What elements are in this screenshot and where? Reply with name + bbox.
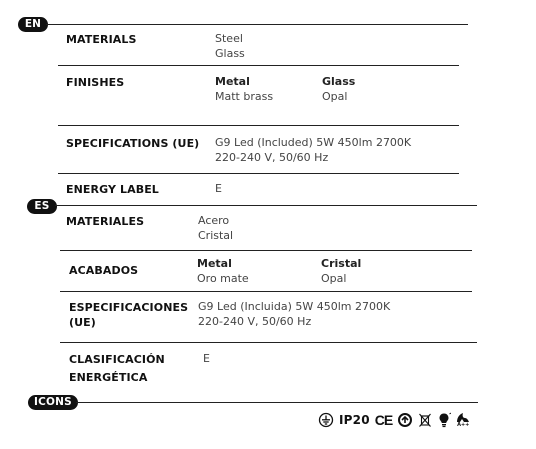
materiales-values	[198, 214, 233, 243]
materials-value-2: Glass	[215, 46, 245, 60]
especificaciones-value-1: G9 Led (Incluida) 5W 450lm 2700K	[198, 300, 391, 313]
section-rule-icons	[76, 402, 478, 403]
materials-label: MATERIALS	[66, 33, 137, 46]
acabados-label: ACABADOS	[69, 264, 139, 277]
especificaciones-values	[198, 300, 390, 329]
acabados-metal	[197, 257, 249, 286]
clasificacion-label-2: ENERGÉTICA	[69, 371, 148, 384]
certification-icons	[318, 410, 470, 430]
ce-mark-icon: CE	[374, 412, 393, 428]
section-tag-en: EN	[18, 17, 48, 32]
section-rule-es	[55, 205, 477, 206]
row-divider	[58, 65, 459, 66]
specifications-value-1: G9 Led (Included) 5W 450lm 2700K	[215, 136, 412, 149]
finishes-glass-value: Opal	[322, 89, 348, 103]
acabados-cristal-value: Opal	[321, 271, 347, 285]
clasificacion-label	[69, 351, 165, 387]
led-bulb-icon	[437, 412, 451, 428]
ip20-label: IP20	[339, 413, 370, 427]
recycle-icon	[397, 412, 413, 428]
finishes-glass-head: Glass	[322, 75, 356, 88]
especificaciones-label	[69, 300, 188, 330]
energy-class-text: A++	[457, 422, 470, 428]
acabados-cristal	[321, 257, 361, 286]
section-tag-es: ES	[27, 199, 57, 214]
materials-value-1: Steel	[215, 32, 243, 45]
materiales-label: MATERIALES	[66, 215, 145, 228]
acabados-metal-value: Oro mate	[197, 271, 249, 285]
weee-bin-icon	[418, 412, 432, 428]
energy-class-icon	[456, 412, 470, 428]
especificaciones-label-1: ESPECIFICACIONES	[69, 301, 189, 314]
finishes-metal	[215, 75, 273, 104]
specifications-label: SPECIFICATIONS (UE)	[66, 137, 200, 150]
energy-label: ENERGY LABEL	[66, 183, 159, 196]
section-rule-en	[46, 24, 468, 25]
clasificacion-label-1: CLASIFICACIÓN	[69, 353, 165, 366]
acabados-metal-head: Metal	[197, 257, 232, 270]
materials-values	[215, 32, 245, 61]
row-divider	[60, 291, 472, 292]
especificaciones-value-2: 220-240 V, 50/60 Hz	[198, 314, 312, 328]
row-divider	[60, 342, 477, 343]
acabados-cristal-head: Cristal	[321, 257, 362, 270]
materiales-value-1: Acero	[198, 214, 230, 227]
row-divider	[60, 250, 472, 251]
clasificacion-value: E	[203, 352, 210, 365]
section-tag-icons: ICONS	[28, 395, 78, 410]
finishes-glass	[322, 75, 355, 104]
protection-class-icon	[318, 412, 334, 428]
finishes-label: FINISHES	[66, 76, 125, 89]
specifications-value-2: 220-240 V, 50/60 Hz	[215, 150, 329, 164]
especificaciones-label-2: (UE)	[69, 316, 96, 329]
finishes-metal-value: Matt brass	[215, 89, 274, 103]
finishes-metal-head: Metal	[215, 75, 250, 88]
energy-value: E	[215, 182, 222, 195]
row-divider	[58, 125, 459, 126]
materiales-value-2: Cristal	[198, 228, 234, 242]
row-divider	[58, 173, 459, 174]
specifications-values	[215, 136, 411, 165]
